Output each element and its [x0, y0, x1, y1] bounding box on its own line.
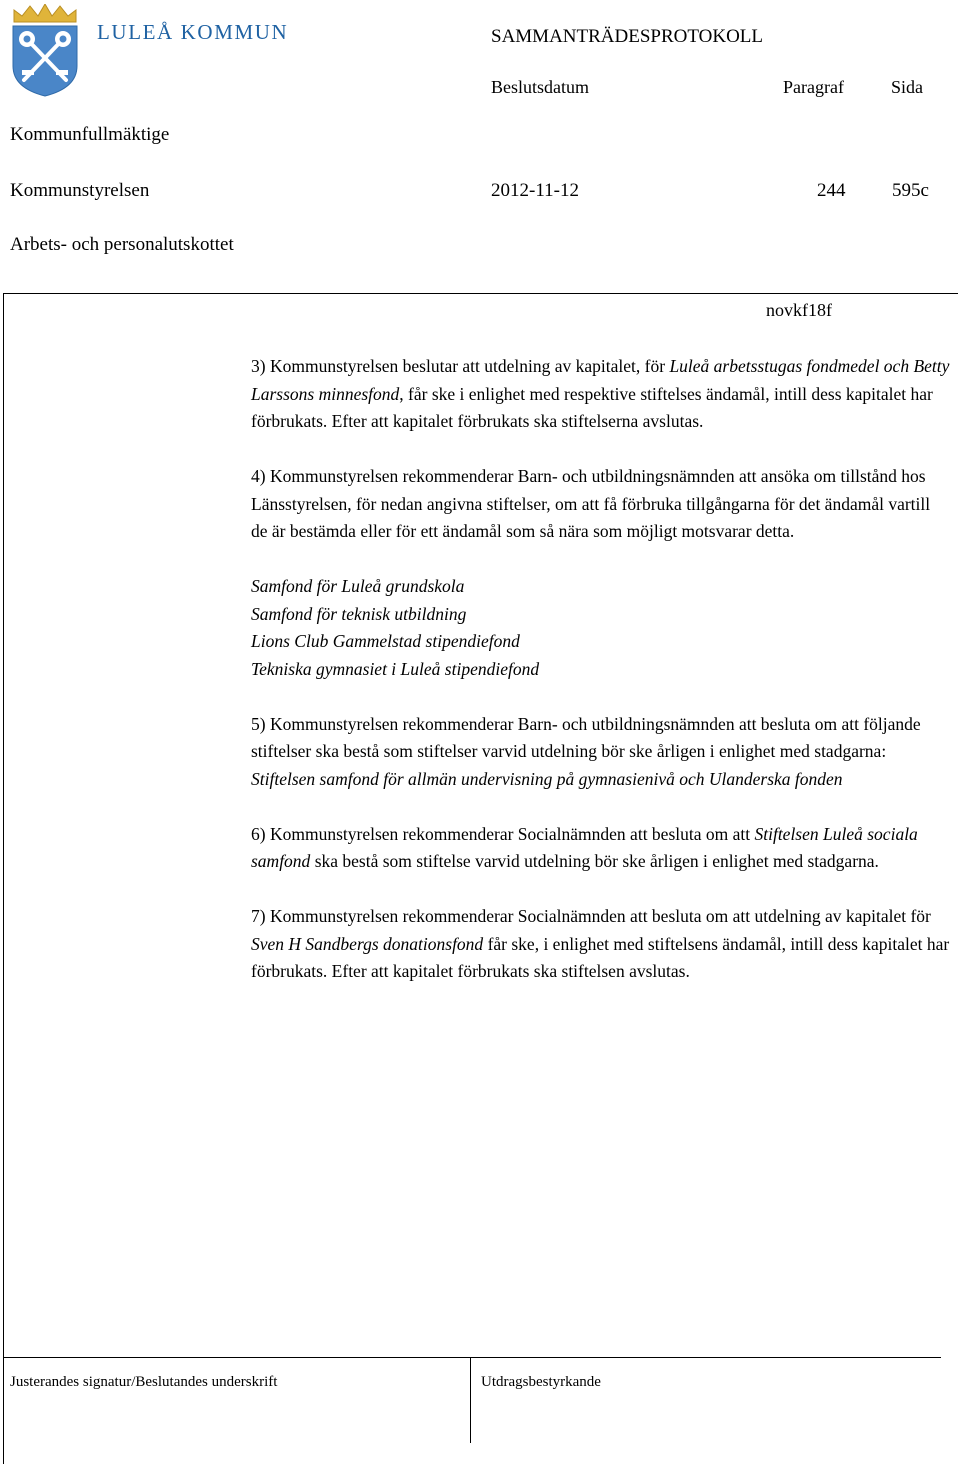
p7-foundation: Sven H Sandbergs donationsfond — [251, 933, 484, 954]
paragraph-label: Paragraf — [783, 77, 844, 97]
footer-divider — [3, 1357, 941, 1358]
decision-date: 2012-11-12 — [491, 180, 579, 201]
decision-paragraph-4: 4) Kommunstyrelsen rekommenderar Barn- och utbildningsnämnden att ansöka om tillstånd hos Länsstyrelsen, för nedan angivna stiftelser, om att få förbruka tillgångarna för det ändamål vartill de är bestämda eller för ett ändamål som så nära som möjligt motsvarar detta. — [251, 466, 931, 541]
p7-text-a: 7) Kommunstyrelsen rekommenderar Socialnämnden att besluta om att utdelning av kapitalet för — [251, 906, 931, 926]
p6-text-c: ska bestå som stiftelse varvid utdelning bör ske årligen i enlighet med stadgarna. — [310, 851, 879, 871]
paragraph-number: 244 — [817, 180, 846, 201]
list-item: Lions Club Gammelstad stipendiefond — [251, 631, 520, 651]
subcommittee-name: Arbets- och personalutskottet — [10, 234, 234, 255]
list-item: Tekniska gymnasiet i Luleå stipendiefond — [251, 658, 540, 679]
foundation-list — [251, 573, 951, 683]
decision-paragraph-5 — [251, 711, 951, 794]
decision-paragraph-7 — [251, 903, 951, 986]
p6-foundation: Stiftelsen Luleå sociala samfond — [251, 823, 918, 871]
list-item: Samfond för Luleå grundskola — [251, 576, 465, 596]
body-name: Kommunfullmäktige — [10, 124, 170, 145]
decision-date-label: Beslutsdatum — [491, 77, 589, 97]
list-item: Samfond för teknisk utbildning — [251, 603, 467, 624]
committee-name: Kommunstyrelsen — [10, 180, 150, 201]
document-type: SAMMANTRÄDESPROTOKOLL — [491, 26, 764, 47]
p7-text-c: får ske, i enlighet med stiftelsens ändamål, intill dess kapitalet har förbrukats. Efter att kapitalet förbrukats ska stiftelsen avslutas. — [251, 933, 950, 981]
decision-paragraph-3 — [251, 353, 951, 436]
p5-foundations: Stiftelsen samfond för allmän undervisning på gymnasienivå och Ulanderska fonden — [251, 768, 843, 789]
p3-foundations: Luleå arbetsstugas fondmedel och Betty Larssons minnesfond — [251, 356, 950, 404]
coat-of-arms-icon — [10, 4, 80, 98]
p5-text-a: 5) Kommunstyrelsen rekommenderar Barn- och utbildningsnämnden att besluta om att följande stiftelser ska bestå som stiftelser varvid utdelning bör ske årligen i enlighet med stadgarna: — [251, 713, 921, 761]
signature-label: Justerandes signatur/Beslutandes underskrift — [10, 1374, 278, 1390]
brand-name: LULEÅ KOMMUN — [97, 20, 289, 44]
page-number: 595c — [892, 180, 929, 201]
extract-label: Utdragsbestyrkande — [481, 1374, 601, 1390]
decision-text — [251, 353, 951, 1013]
p3-text-c: , får ske i enlighet med respektive stiftelses ändamål, intill dess kapitalet har förbrukats. Efter att kapitalet förbrukats ska stiftelserna avslutas. — [251, 383, 933, 431]
decision-paragraph-6 — [251, 821, 951, 876]
page-label: Sida — [891, 77, 924, 97]
p3-text-a: 3) Kommunstyrelsen beslutar att utdelning av kapitalet, för — [251, 356, 670, 376]
p6-text-a: 6) Kommunstyrelsen rekommenderar Socialnämnden att besluta om att — [251, 823, 755, 844]
document-code: novkf18f — [766, 300, 832, 320]
footer-column-divider — [470, 1357, 471, 1443]
